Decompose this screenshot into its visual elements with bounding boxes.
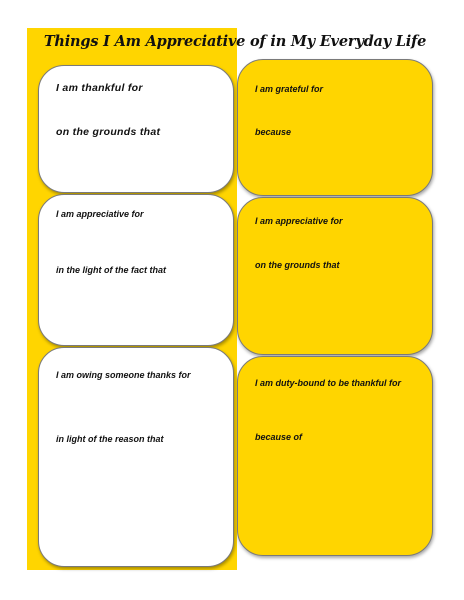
gratitude-card-left-3 xyxy=(38,347,234,567)
gratitude-card-left-1 xyxy=(38,65,234,193)
gratitude-card-right-1 xyxy=(237,59,433,196)
card-prompt: I am thankful for xyxy=(56,82,143,94)
card-reason: on the grounds that xyxy=(56,126,161,138)
gratitude-card-right-2 xyxy=(237,197,433,355)
card-reason: because xyxy=(255,127,292,137)
card-reason: in the light of the fact that xyxy=(56,265,166,275)
gratitude-card-right-3 xyxy=(237,356,433,556)
card-prompt: I am appreciative for xyxy=(56,209,144,219)
card-prompt: I am appreciative for xyxy=(255,216,343,226)
gratitude-card-left-2 xyxy=(38,194,234,346)
card-reason: in light of the reason that xyxy=(56,434,164,444)
card-reason: on the grounds that xyxy=(255,260,340,270)
card-reason: because of xyxy=(255,432,303,442)
card-prompt: I am grateful for xyxy=(255,84,324,94)
card-prompt: I am duty-bound to be thankful for xyxy=(255,378,401,388)
card-prompt: I am owing someone thanks for xyxy=(56,370,191,380)
page-title: Things I Am Appreciative of in My Everyday Life xyxy=(43,33,427,50)
